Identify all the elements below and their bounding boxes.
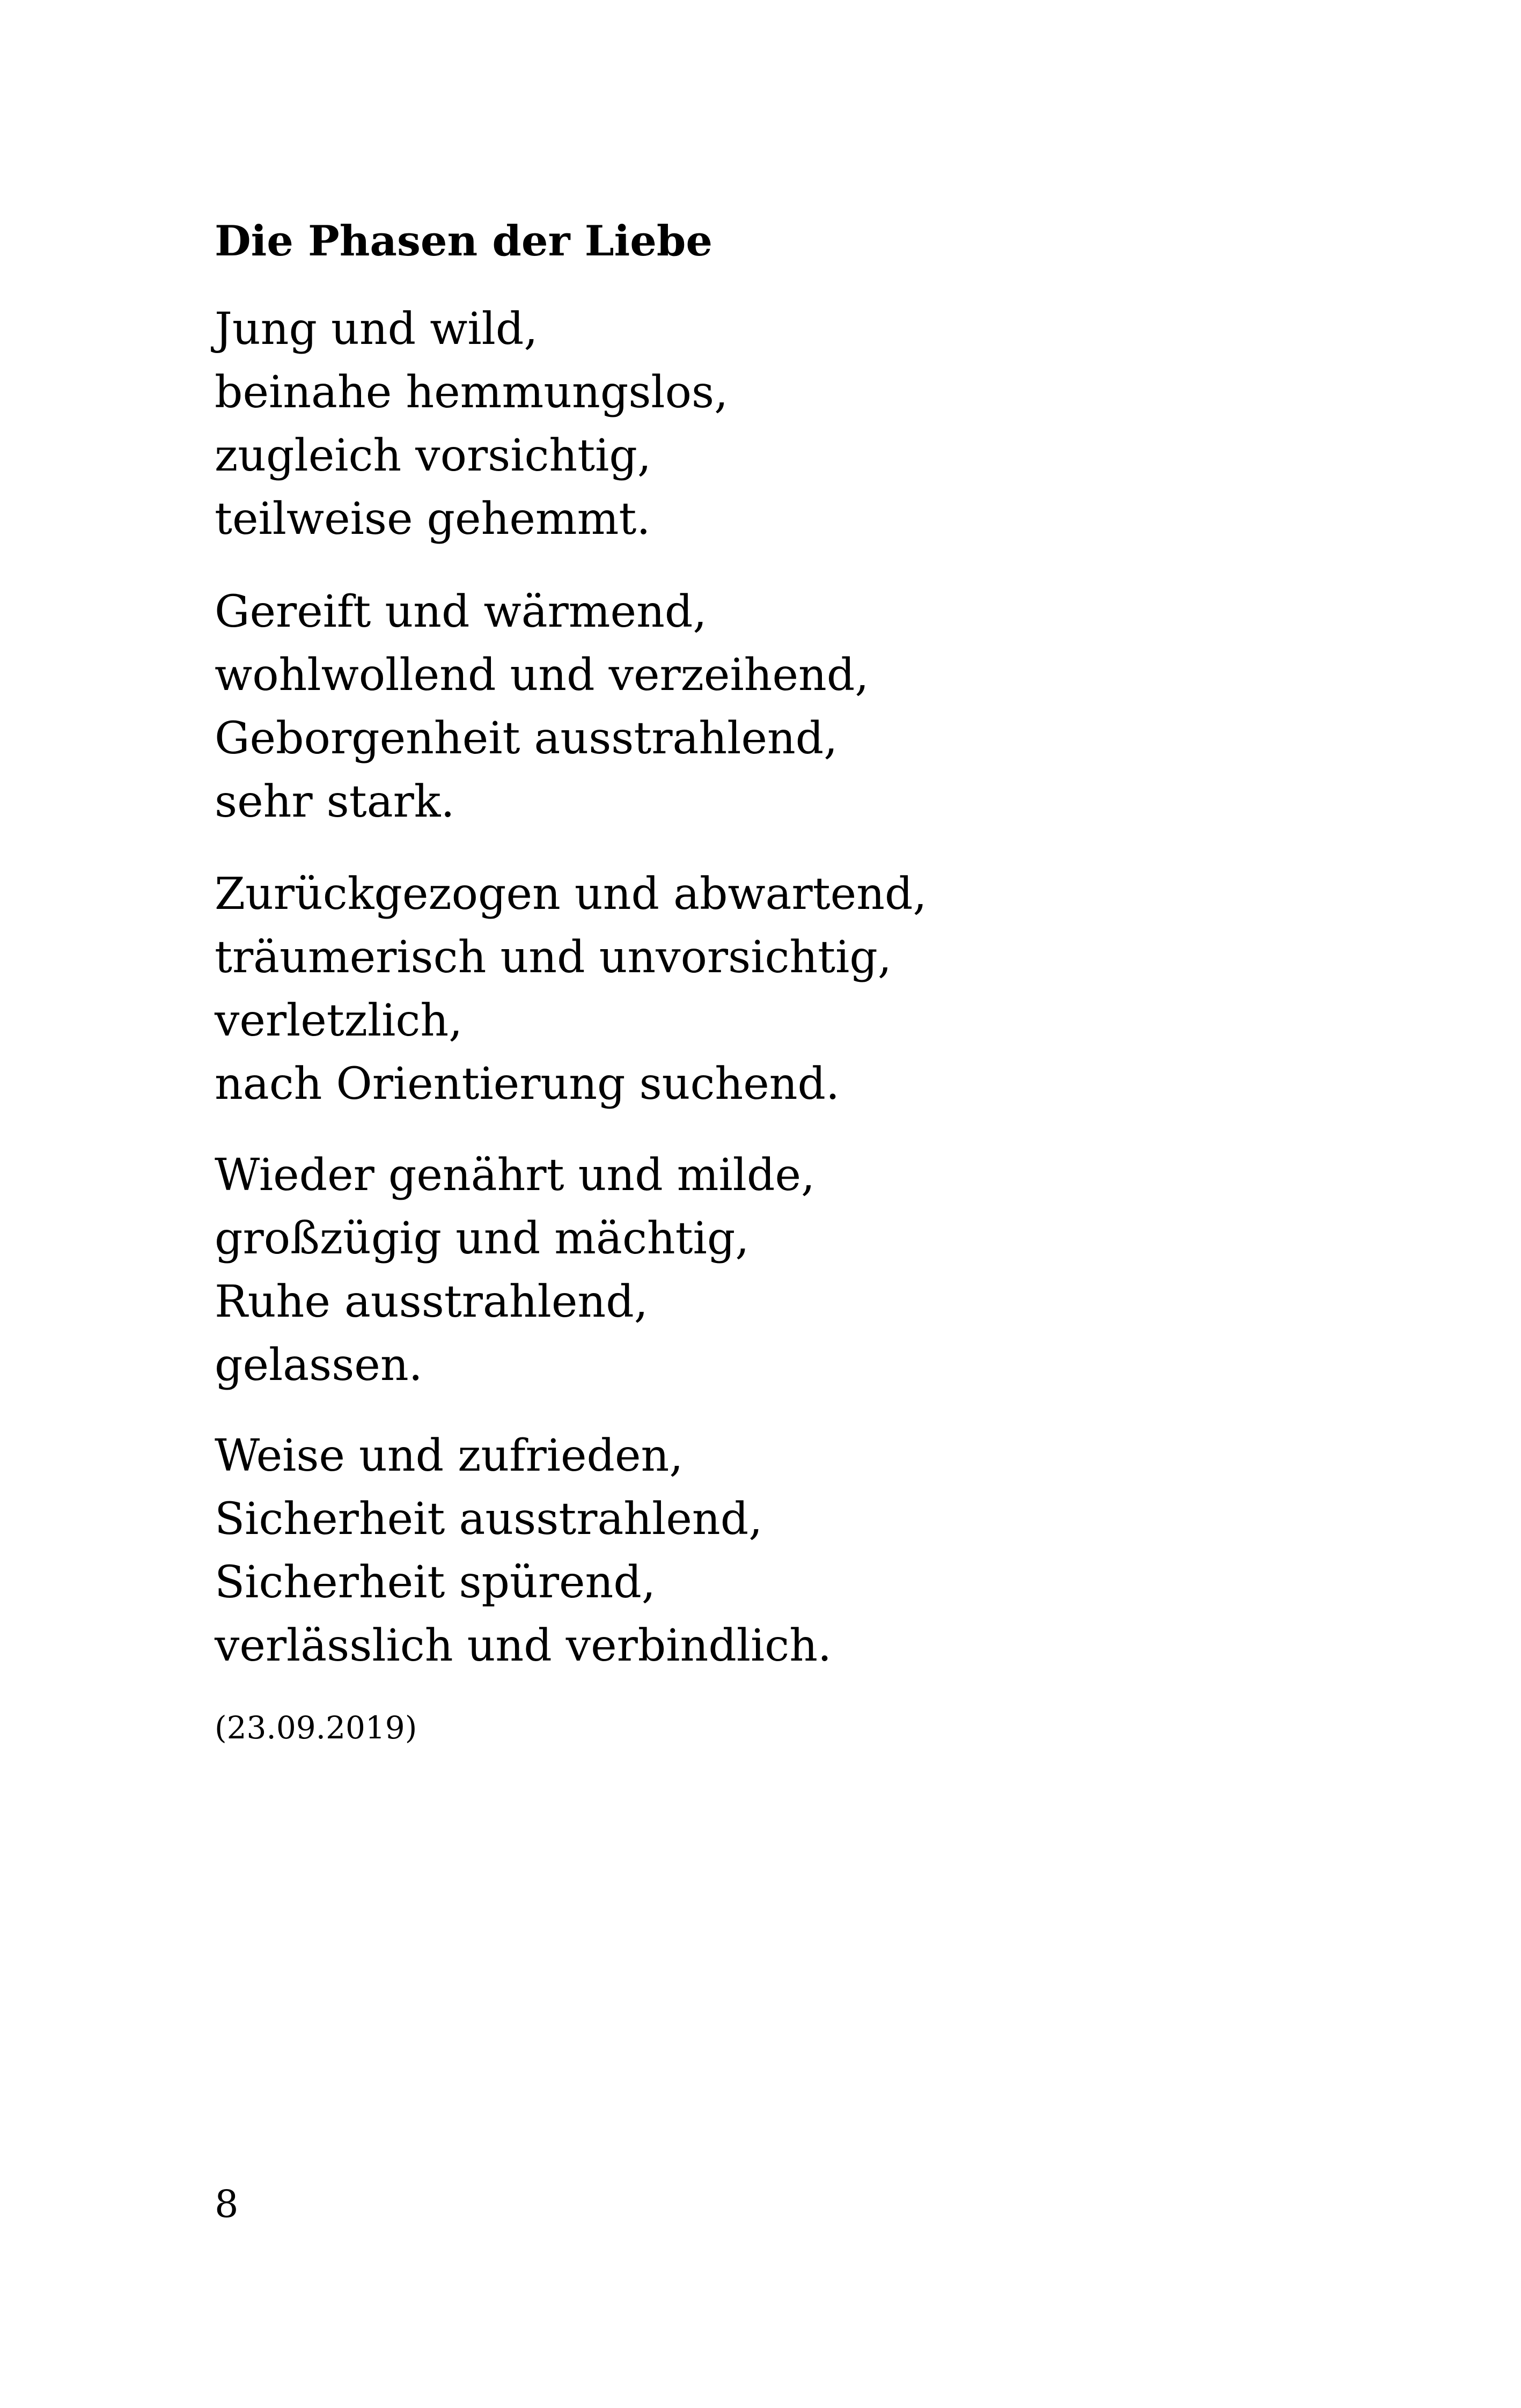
stanza-5 — [215, 1425, 832, 1678]
poem-line: gelassen. — [215, 1340, 423, 1391]
poem-line: nach Orientierung suchend. — [215, 1059, 840, 1110]
poem-title: Die Phasen der Liebe — [215, 217, 713, 266]
poem-line: verletzlich, — [215, 995, 463, 1046]
stanza-4 — [215, 1144, 815, 1397]
poem-line: zugleich vorsichtig, — [215, 430, 651, 481]
poem-line: Sicherheit ausstrahlend, — [215, 1494, 763, 1545]
poem-line: beinahe hemmungslos, — [215, 367, 729, 418]
poem-line: Wieder genährt und milde, — [215, 1150, 815, 1201]
poem-line: träumerisch und unvorsichtig, — [215, 932, 892, 983]
poem-line: teilweise gehemmt. — [215, 494, 651, 545]
poem-line: Zurückgezogen und abwartend, — [215, 869, 927, 920]
stanza-2 — [215, 581, 869, 834]
stanza-1 — [215, 298, 728, 551]
poem-line: verlässlich und verbindlich. — [215, 1620, 832, 1671]
poem-line: sehr stark. — [215, 776, 455, 827]
poem-line: Jung und wild, — [215, 304, 538, 355]
stanza-3 — [215, 863, 927, 1116]
poem-line: Weise und zufrieden, — [215, 1430, 684, 1481]
poem-line: Ruhe ausstrahlend, — [215, 1276, 648, 1327]
poem-date: (23.09.2019) — [215, 1709, 417, 1746]
page-number: 8 — [215, 2182, 239, 2226]
poem-line: wohlwollend und verzeihend, — [215, 650, 869, 701]
poem-line: Geborgenheit ausstrahlend, — [215, 713, 838, 764]
poem-line: Sicherheit spürend, — [215, 1557, 656, 1608]
poem-line: Gereift und wärmend, — [215, 586, 707, 637]
poem-line: großzügig und mächtig, — [215, 1213, 750, 1264]
